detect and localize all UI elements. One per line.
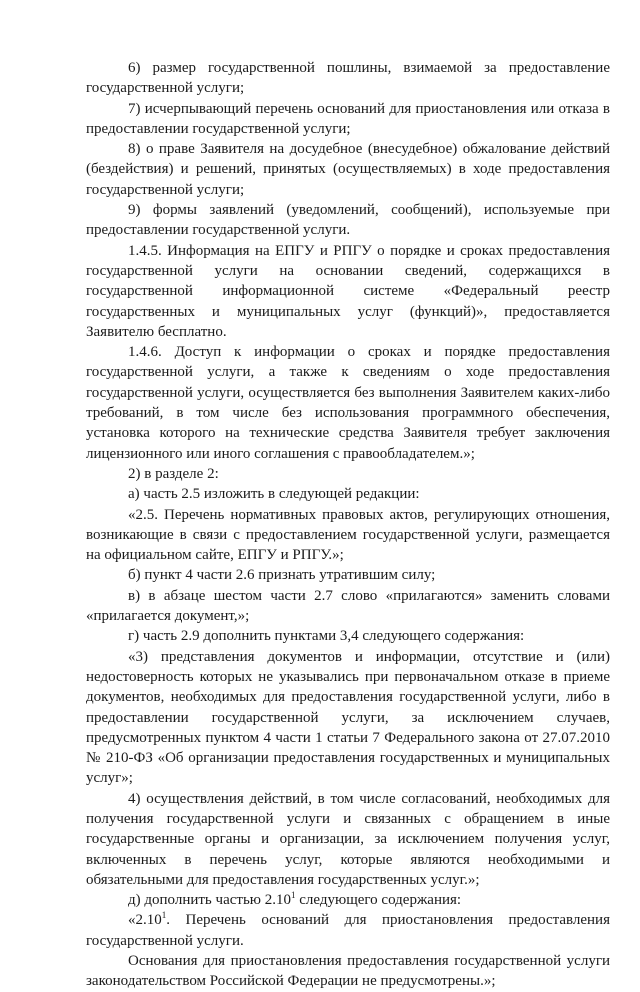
document-page: [86, 58, 610, 992]
list-item-6: 6) размер государственной пошлины, взимаемой за предоставление государственной услуги;: [86, 60, 610, 97]
list-item-9: 9) формы заявлений (уведомлений, сообщений), используемые при предоставлении государственной услуги.: [86, 202, 610, 239]
item-d-text: д) дополнить частью 2.10: [128, 892, 291, 909]
section-2-heading: 2) в разделе 2:: [128, 465, 219, 482]
clause-2-10-1-superscript: 1: [161, 910, 167, 921]
point-3: «3) представления документов и информации, отсутствие и (или) недостоверность которых не указывались при первоначальном отказе в приеме документов, необходимых для предоставления государственной услуги, либо в предоставлении государственной услуги, за исключением случаев, предусмотренных пунктом 4 части 1 статьи 7 Федерального закона от 27.07.2010 № 210-ФЗ «Об организации предоставления государственных и муниципальных услуг»;: [86, 648, 610, 787]
item-d-superscript: 1: [291, 890, 296, 901]
item-a: а) часть 2.5 изложить в следующей редакции:: [128, 486, 420, 503]
clause-1-4-5: 1.4.5. Информация на ЕПГУ и РПГУ о порядке и сроках предоставления государственной услуги на основании сведений, содержащихся в государственной информационной системе «Федеральный реестр государственных и муниципальных услуг (функций)», предоставляется Заявителю бесплатно.: [86, 242, 610, 340]
final-paragraph: Основания для приостановления предоставления государственной услуги законодательством Российской Федерации не предусмотрены.»;: [86, 953, 610, 990]
item-d-text-end: следующего содержания:: [295, 892, 462, 909]
clause-2-10-1-text-end: . Перечень оснований для приостановления предоставления государственной услуги.: [86, 912, 610, 949]
item-b: б) пункт 4 части 2.6 признать утратившим силу;: [128, 567, 436, 584]
clause-2-5: «2.5. Перечень нормативных правовых актов, регулирующих отношения, возникающие в связи с предоставлением государственной услуги, размещается на официальном сайте, ЕПГУ и РПГУ.»;: [86, 506, 610, 564]
item-v: в) в абзаце шестом части 2.7 слово «прилагаются» заменить словами «прилагается документ,»;: [86, 587, 610, 625]
clause-2-10-1-text: «2.10: [128, 912, 162, 929]
list-item-8: 8) о праве Заявителя на досудебное (внесудебное) обжалование действий (бездействия) и решений, принятых (осуществляемых) в ходе предоставления государственной услуги;: [86, 141, 610, 198]
clause-2-10-1: [86, 910, 610, 951]
clause-1-4-6: 1.4.6. Доступ к информации о сроках и порядке предоставления государственной услуги, а также к сведениям о ходе предоставления государственной услуги, осуществляется без выполнения Заявителем каких-либо требований, в том числе без использования программного обеспечения, установка которого на технические средства Заявителя требует заключения лицензионного или иного соглашения с правообладателем.»;: [86, 344, 610, 462]
list-item-7: 7) исчерпывающий перечень оснований для приостановления или отказа в предоставлении государственной услуги;: [86, 100, 610, 137]
item-g: г) часть 2.9 дополнить пунктами 3,4 следующего содержания:: [128, 628, 525, 645]
point-4: 4) осуществления действий, в том числе согласований, необходимых для получения государственной услуги и связанных с обращением в иные государственные органы и организации, за исключением получения услуг, включенных в перечень услуг, которые являются необходимыми и обязательными для предоставления государственных услуг.»;: [86, 790, 610, 888]
item-d: [86, 890, 610, 910]
